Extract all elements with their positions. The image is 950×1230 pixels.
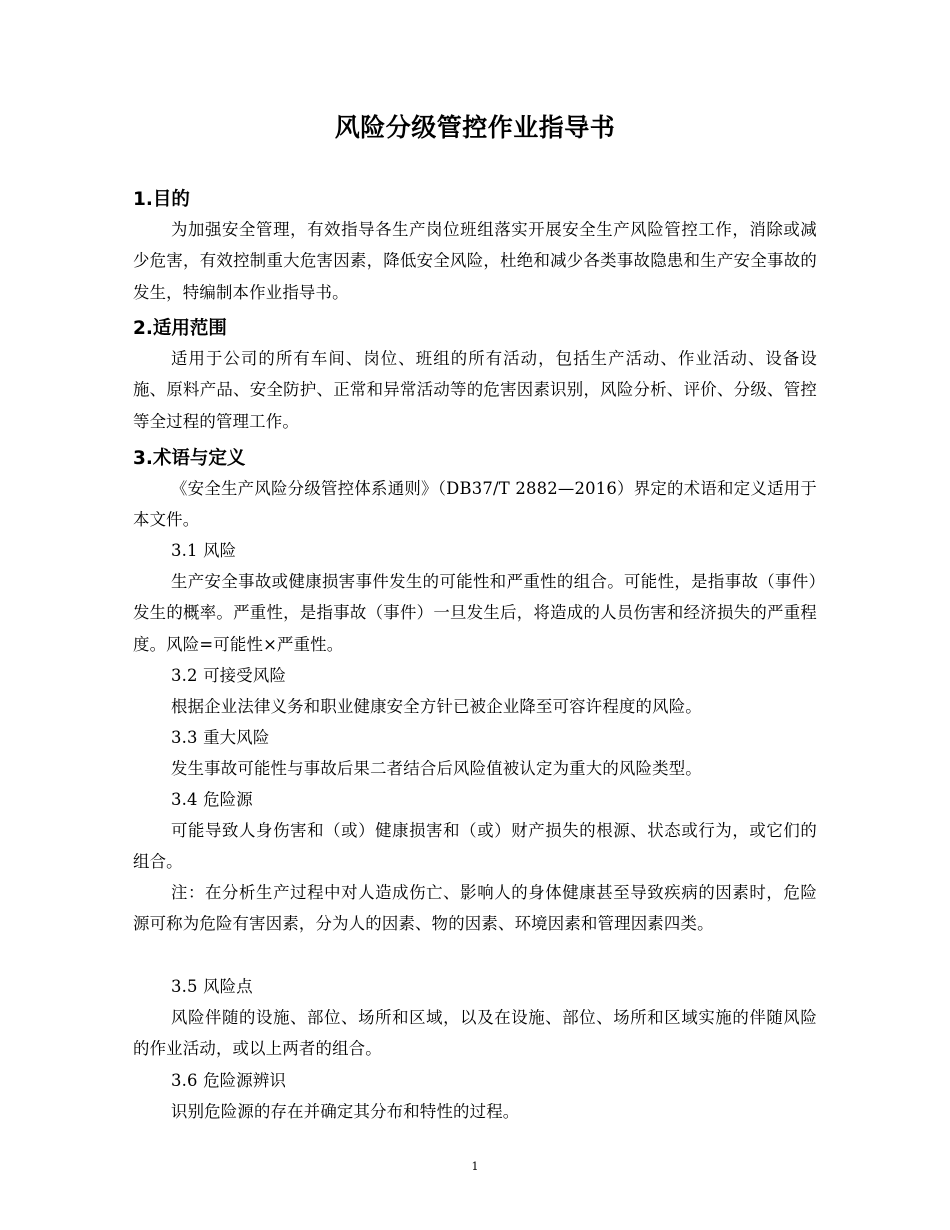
section-heading-purpose: 1.目的	[133, 189, 190, 210]
section-heading-scope: 2.适用范围	[133, 318, 227, 339]
term-3-3-label: 3.3 重大风险	[171, 728, 270, 747]
term-3-4-label: 3.4 危险源	[171, 790, 253, 809]
term-3-6-definition: 识别危险源的存在并确定其分布和特性的过程。	[171, 1102, 520, 1121]
term-3-4-definition: 可能导致人身伤害和（或）健康损害和（或）财产损失的根源、状态或行为，或它们的组合。	[133, 821, 817, 872]
term-3-5-definition: 风险伴随的设施、部位、场所和区域，以及在设施、部位、场所和区域实施的伴随风险的作业活动，或以上两者的组合。	[133, 1008, 817, 1059]
term-3-2-definition: 根据企业法律义务和职业健康安全方针已被企业降至可容许程度的风险。	[171, 697, 702, 716]
term-3-3-definition: 发生事故可能性与事故后果二者结合后风险值被认定为重大的风险类型。	[171, 759, 702, 778]
document-title: 风险分级管控作业指导书	[334, 113, 616, 142]
term-3-4-note: 注：在分析生产过程中对人造成伤亡、影响人的身体健康甚至导致疾病的因素时，危险源可称为危险有害因素，分为人的因素、物的因素、环境因素和管理因素四类。	[133, 883, 817, 934]
page-number: 1	[471, 1160, 479, 1173]
term-3-6-label: 3.6 危险源辨识	[171, 1071, 287, 1090]
section-heading-terms: 3.术语与定义	[133, 448, 246, 469]
term-3-1-label: 3.1 风险	[171, 541, 237, 560]
term-3-1-definition: 生产安全事故或健康损害事件发生的可能性和严重性的组合。可能性，是指事故（事件）发生的概率。严重性，是指事故（事件）一旦发生后，将造成的人员伤害和经济损失的严重程度。风险=可能性×严重性。	[133, 572, 817, 654]
terms-intro-paragraph: 《安全生产风险分级管控体系通则》（DB37/T 2882—2016）界定的术语和定义适用于本文件。	[133, 479, 817, 530]
term-3-5-label: 3.5 风险点	[171, 977, 253, 996]
purpose-paragraph: 为加强安全管理，有效指导各生产岗位班组落实开展安全生产风险管控工作，消除或减少危害，有效控制重大危害因素，降低安全风险，杜绝和减少各类事故隐患和生产安全事故的发生，特编制本作业指导书。	[133, 220, 817, 302]
scope-paragraph: 适用于公司的所有车间、岗位、班组的所有活动，包括生产活动、作业活动、设备设施、原料产品、安全防护、正常和异常活动等的危害因素识别，风险分析、评价、分级、管控等全过程的管理工作。	[133, 349, 817, 431]
term-3-2-label: 3.2 可接受风险	[171, 666, 287, 685]
